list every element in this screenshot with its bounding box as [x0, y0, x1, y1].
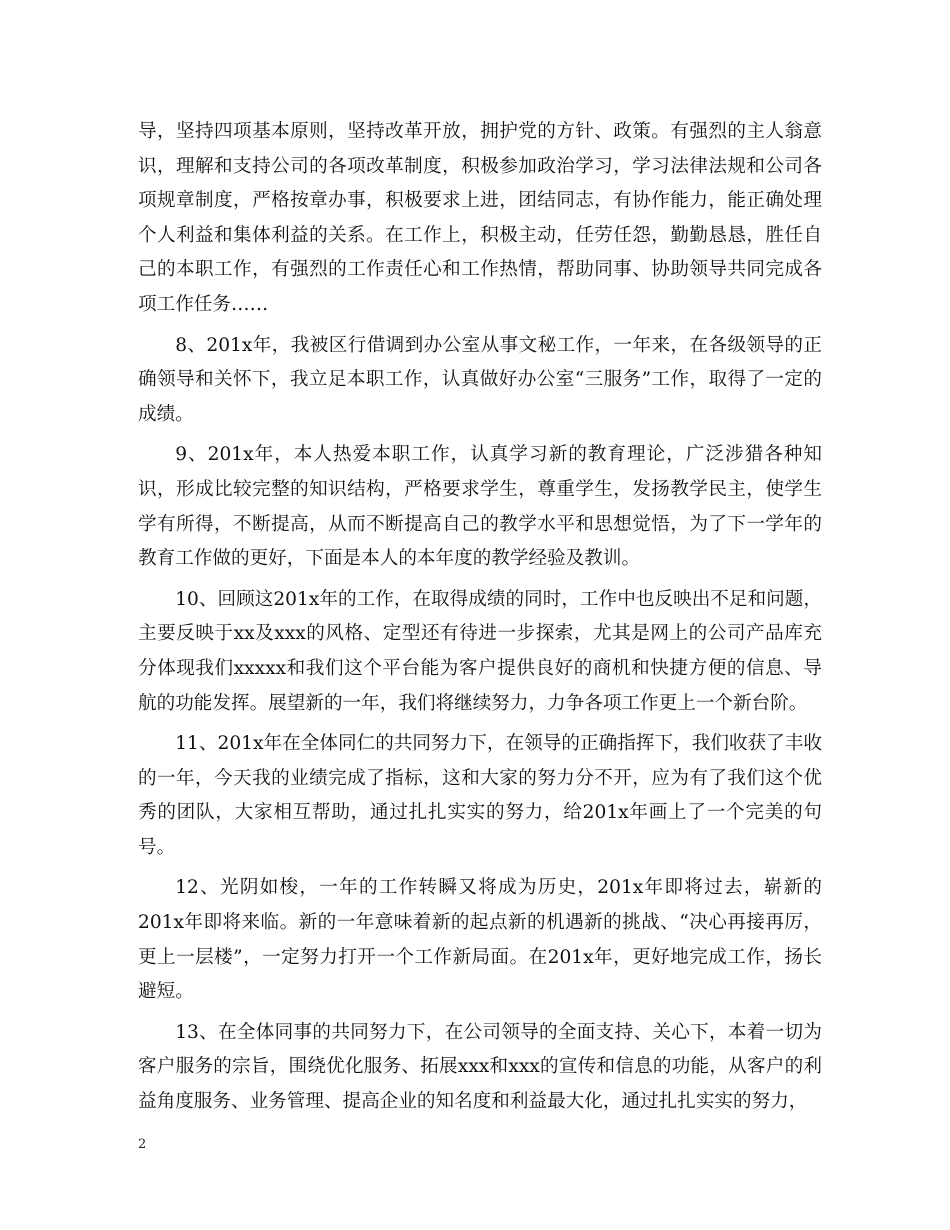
paragraph-9: 9、201x年，本人热爱本职工作，认真学习新的教育理论，广泛涉猎各种知识，形成比较完整的知识结构，严格要求学生，尊重学生，发扬教学民主，使学生学有所得，不断提高，从而不断提高自己的教学水平和思想觉悟，为了下一学年的教育工作做的更好，下面是本人的本年度的教学经验及教训。 [138, 444, 822, 570]
document-body [138, 115, 822, 1126]
paragraph-10: 10、回顾这201x年的工作，在取得成绩的同时，工作中也反映出不足和问题，主要反映于xx及xxx的风格、定型还有待进一步探索，尤其是网上的公司产品库充分体现我们xxxxx和我们这个平台能为客户提供良好的商机和快捷方便的信息、导航的功能发挥。展望新的一年，我们将继续努力，力争各项工作更上一个新台阶。 [138, 588, 822, 714]
paragraph-12: 12、光阴如梭，一年的工作转瞬又将成为历史，201x年即将过去，崭新的201x年即将来临。新的一年意味着新的起点新的机遇新的挑战、“决心再接再厉，更上一层楼”，一定努力打开一个工作新局面。在201x年，更好地完成工作，扬长避短。 [138, 877, 822, 1003]
paragraph-continued: 导，坚持四项基本原则，坚持改革开放，拥护党的方针、政策。有强烈的主人翁意识，理解和支持公司的各项改革制度，积极参加政治学习，学习法律法规和公司各项规章制度，严格按章办事，积极要求上进，团结同志，有协作能力，能正确处理个人利益和集体利益的关系。在工作上，积极主动，任劳任怨，勤勤恳恳，胜任自己的本职工作，有强烈的工作责任心和工作热情，帮助同事、协助领导共同完成各项工作任务…… [138, 121, 822, 315]
paragraph-11: 11、201x年在全体同仁的共同努力下，在领导的正确指挥下，我们收获了丰收的一年，今天我的业绩完成了指标，这和大家的努力分不开，应为有了我们这个优秀的团队，大家相互帮助，通过扎扎实实的努力，给201x年画上了一个完美的句号。 [138, 733, 822, 858]
paragraph-13: 13、在全体同事的共同努力下，在公司领导的全面支持、关心下，本着一切为客户服务的宗旨，围绕优化服务、拓展xxx和xxx的宣传和信息的功能，从客户的利益角度服务、业务管理、提高企业的知名度和利益最大化，通过扎扎实实的努力， [138, 1021, 822, 1113]
page-number: 2 [138, 1137, 147, 1152]
paragraph-8: 8、201x年，我被区行借调到办公室从事文秘工作，一年来，在各级领导的正确领导和关怀下，我立足本职工作，认真做好办公室“三服务”工作，取得了一定的成绩。 [138, 334, 822, 425]
